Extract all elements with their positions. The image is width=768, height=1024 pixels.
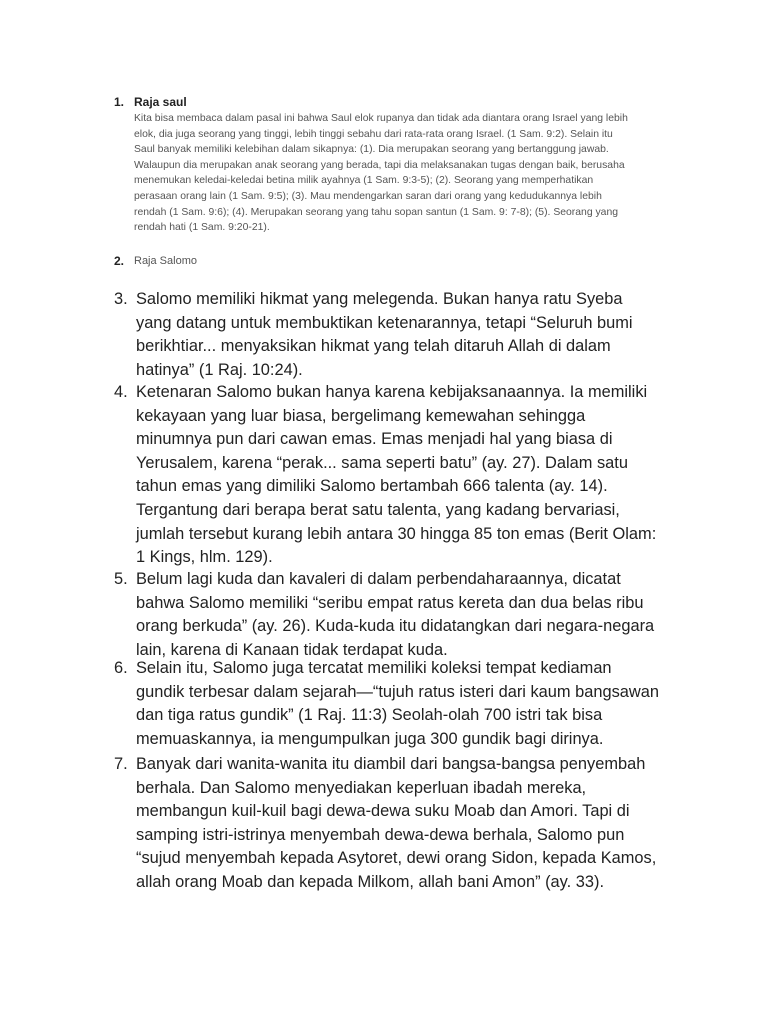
section-title: Raja Salomo	[134, 255, 197, 267]
list-item-number: 3.	[114, 290, 128, 308]
list-item-text: Ketenaran Salomo bukan hanya karena kebijaksanaannya. Ia memiliki kekayaan yang luar biasa, bergelimang kemewahan sehingga minumnya pun dari cawan emas. Emas menjadi hal yang biasa di Yerusalem, karena “perak... sama seperti batu” (ay. 27). Dalam satu tahun emas yang dimiliki Salomo bertambah 666 talenta (ay. 14). Tergantung dari berapa berat satu talenta, yang kadang bervariasi, jumlah tersebut kurang lebih antara 30 hingga 85 ton emas (Berit Olam: 1 Kings, hlm. 129).	[136, 383, 657, 567]
section-number: 1.	[114, 95, 125, 109]
section-title: Raja saul	[134, 95, 187, 109]
list-item-number: 6.	[114, 659, 128, 677]
section-body: Kita bisa membaca dalam pasal ini bahwa Saul elok rupanya dan tidak ada diantara orang Israel yang lebih elok, dia juga seorang yang tinggi, lebih tinggi sebahu dari rata-rata orang Israel. (1 Sam. 9:2). Selain itu Saul banyak memiliki kelebihan dalam sikapnya: (1). Dia merupakan seorang yang bertanggung jawab. Walaupun dia merupakan anak seorang yang berada, tapi dia melaksanakan tugas dengan baik, berusaha menemukan keledai-keledai betina milik ayahnya (1 Sam. 9:3-5); (2). Seorang yang memperhatikan perasaan orang lain (1 Sam. 9:5); (3). Mau mendengarkan saran dari orang yang kedudukannya lebih rendah (1 Sam. 9:6); (4). Merupakan seorang yang tahu sopan santun (1 Sam. 9: 7-8); (5). Seorang yang rendah hati (1 Sam. 9:20-21).	[134, 113, 628, 234]
list-item-text: Salomo memiliki hikmat yang melegenda. Bukan hanya ratu Syeba yang datang untuk membuktikan ketenarannya, tetapi “Seluruh bumi berikhtiar... menyaksikan hikmat yang telah ditaruh Allah di dalam hatinya” (1 Raj. 10:24).	[136, 290, 633, 379]
list-item-text: Selain itu, Salomo juga tercatat memiliki koleksi tempat kediaman gundik terbesar dalam sejarah—“tujuh ratus isteri dari kaum bangsawan dan tiga ratus gundik” (1 Raj. 11:3) Seolah-olah 700 istri tak bisa memuaskannya, ia mengumpulkan juga 300 gundik bagi dirinya.	[136, 659, 659, 748]
section-number: 2.	[114, 254, 125, 268]
list-item-number: 5.	[114, 570, 128, 588]
list-item-text: Banyak dari wanita-wanita itu diambil dari bangsa-bangsa penyembah berhala. Dan Salomo menyediakan keperluan ibadah mereka, membangun kuil-kuil bagi dewa-dewa suku Moab dan Amori. Tapi di samping istri-istrinya menyembah dewa-dewa berhala, Salomo pun “sujud menyembah kepada Asytoret, dewi orang Sidon, kepada Kamos, allah orang Moab dan kepada Milkom, allah bani Amon” (ay. 33).	[136, 755, 657, 891]
list-item-number: 4.	[114, 383, 128, 401]
list-item-text: Belum lagi kuda dan kavaleri di dalam perbendaharaannya, dicatat bahwa Salomo memiliki “seribu empat ratus kereta dan dua belas ribu orang berkuda” (ay. 26). Kuda-kuda itu didatangkan dari negara-negara lain, karena di Kanaan tidak terdapat kuda.	[136, 570, 655, 659]
list-item-number: 7.	[114, 755, 128, 773]
